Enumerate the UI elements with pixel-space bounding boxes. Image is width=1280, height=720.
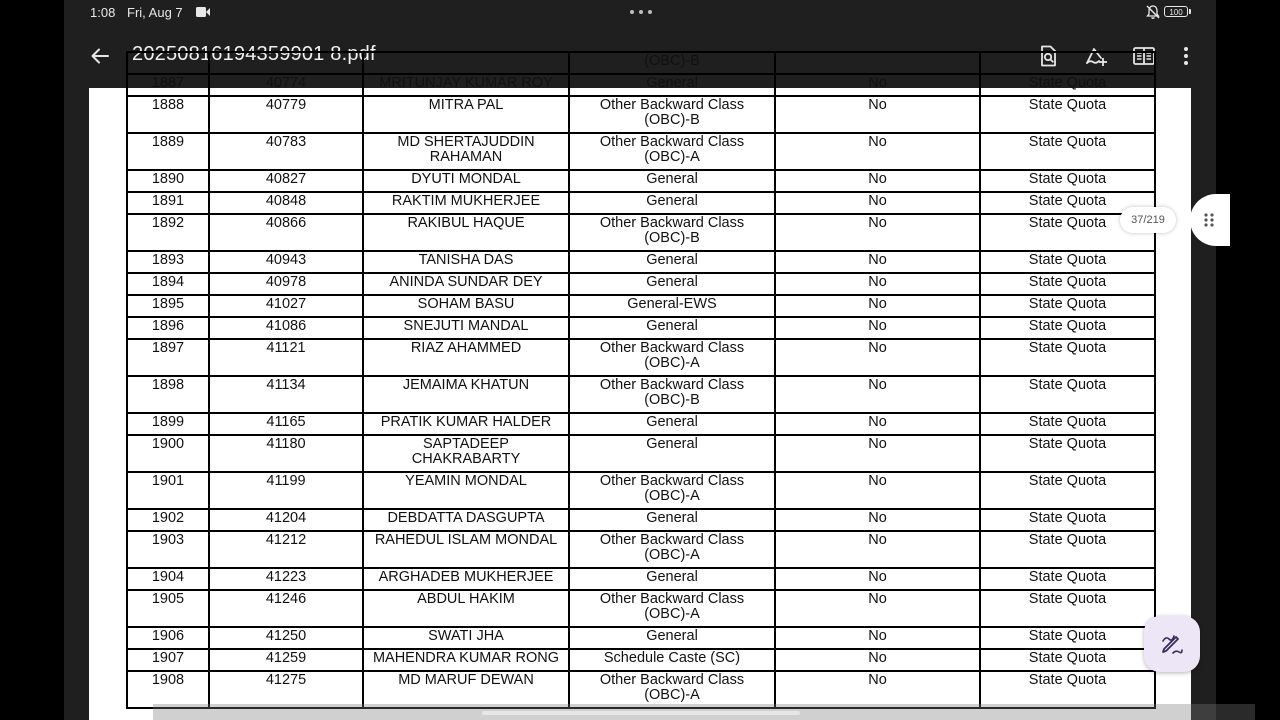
quota-cell: State Quota — [980, 96, 1155, 133]
battery-tip — [1189, 9, 1191, 14]
roll-cell: 41275 — [209, 671, 363, 708]
quota-cell: State Quota — [980, 295, 1155, 317]
quota-cell: State Quota — [980, 413, 1155, 435]
pwd-cell: No — [775, 590, 980, 627]
pwd-cell: No — [775, 74, 980, 96]
category-cell: Other Backward Class (OBC)-A — [569, 531, 775, 568]
roll-cell: 40827 — [209, 170, 363, 192]
category-cell: Other Backward Class (OBC)-A — [569, 472, 775, 509]
roll-cell: 40943 — [209, 251, 363, 273]
pwd-cell: No — [775, 435, 980, 472]
quota-cell: State Quota — [980, 649, 1155, 671]
table-row — [127, 435, 1155, 472]
name-cell: SAPTADEEP CHAKRABARTY — [363, 435, 569, 472]
category-cell: General — [569, 192, 775, 214]
serial-cell: 1891 — [127, 192, 209, 214]
serial-cell: 1899 — [127, 413, 209, 435]
status-bar — [64, 0, 1216, 24]
quota-cell: State Quota — [980, 170, 1155, 192]
table-row — [127, 133, 1155, 170]
name-cell: MD SHERTAJUDDIN RAHAMAN — [363, 133, 569, 170]
table-row — [127, 273, 1155, 295]
category-cell: Schedule Caste (SC) — [569, 649, 775, 671]
status-time: 1:08 — [90, 5, 116, 20]
serial-cell: 1893 — [127, 251, 209, 273]
pwd-cell: No — [775, 339, 980, 376]
pwd-cell: No — [775, 627, 980, 649]
quota-cell: State Quota — [980, 531, 1155, 568]
quota-cell: State Quota — [980, 339, 1155, 376]
annotate-fab-button[interactable] — [1144, 616, 1200, 672]
serial-cell: 1908 — [127, 671, 209, 708]
pwd-cell: No — [775, 671, 980, 708]
serial-cell: 1889 — [127, 133, 209, 170]
name-cell: DEBDATTA DASGUPTA — [363, 509, 569, 531]
name-cell: RAHEDUL ISLAM MONDAL — [363, 531, 569, 568]
name-cell: MD MARUF DEWAN — [363, 671, 569, 708]
pwd-cell: No — [775, 472, 980, 509]
home-gesture-pill[interactable] — [482, 711, 800, 715]
category-cell: Other Backward Class (OBC)-A — [569, 671, 775, 708]
pwd-cell: No — [775, 509, 980, 531]
pwd-cell — [775, 52, 980, 74]
table-row — [127, 317, 1155, 339]
name-cell — [363, 52, 569, 74]
serial-cell: 1900 — [127, 435, 209, 472]
pwd-cell: No — [775, 170, 980, 192]
screen-record-icon — [196, 7, 210, 17]
serial-cell: 1896 — [127, 317, 209, 339]
name-cell: RAKIBUL HAQUE — [363, 214, 569, 251]
roll-cell: 40779 — [209, 96, 363, 133]
roll-cell: 41086 — [209, 317, 363, 339]
category-cell: General — [569, 435, 775, 472]
category-cell: General — [569, 251, 775, 273]
serial-cell: 1904 — [127, 568, 209, 590]
roll-cell: 41250 — [209, 627, 363, 649]
quota-cell: State Quota — [980, 568, 1155, 590]
serial-cell: 1907 — [127, 649, 209, 671]
pwd-cell: No — [775, 413, 980, 435]
pwd-cell: No — [775, 531, 980, 568]
serial-cell: 1905 — [127, 590, 209, 627]
name-cell: SNEJUTI MANDAL — [363, 317, 569, 339]
roll-cell: 41204 — [209, 509, 363, 531]
serial-cell: 1903 — [127, 531, 209, 568]
quota-cell: State Quota — [980, 376, 1155, 413]
roll-cell: 40774 — [209, 74, 363, 96]
category-cell: General-EWS — [569, 295, 775, 317]
name-cell: DYUTI MONDAL — [363, 170, 569, 192]
pwd-cell: No — [775, 133, 980, 170]
category-cell: Other Backward Class (OBC)-B — [569, 376, 775, 413]
name-cell: ANINDA SUNDAR DEY — [363, 273, 569, 295]
name-cell: RIAZ AHAMMED — [363, 339, 569, 376]
quota-cell: State Quota — [980, 273, 1155, 295]
pwd-cell: No — [775, 376, 980, 413]
roll-cell: 40848 — [209, 192, 363, 214]
roll-cell: 41212 — [209, 531, 363, 568]
category-cell: General — [569, 74, 775, 96]
roll-cell: 41121 — [209, 339, 363, 376]
table-row — [127, 509, 1155, 531]
battery-icon: 100 — [1164, 6, 1188, 17]
quota-cell: State Quota — [980, 671, 1155, 708]
name-cell: PRATIK KUMAR HALDER — [363, 413, 569, 435]
category-cell: General — [569, 568, 775, 590]
quota-cell: State Quota — [980, 627, 1155, 649]
quota-cell: State Quota — [980, 74, 1155, 96]
category-cell: General — [569, 170, 775, 192]
more-dots-icon[interactable] — [630, 10, 652, 14]
category-cell: Other Backward Class (OBC)-B — [569, 214, 775, 251]
name-cell: MITRA PAL — [363, 96, 569, 133]
pwd-cell: No — [775, 192, 980, 214]
category-cell: General — [569, 509, 775, 531]
name-cell: JEMAIMA KHATUN — [363, 376, 569, 413]
table-row — [127, 170, 1155, 192]
pwd-cell: No — [775, 96, 980, 133]
serial-cell: 1897 — [127, 339, 209, 376]
serial-cell: 1901 — [127, 472, 209, 509]
pwd-cell: No — [775, 251, 980, 273]
table-body — [127, 52, 1155, 708]
status-date: Fri, Aug 7 — [127, 5, 183, 20]
pwd-cell: No — [775, 273, 980, 295]
pwd-cell: No — [775, 317, 980, 339]
pen-annotate-icon — [1160, 632, 1184, 656]
serial-cell: 1887 — [127, 74, 209, 96]
roll-cell: 40783 — [209, 133, 363, 170]
category-cell: Other Backward Class (OBC)-B — [569, 96, 775, 133]
serial-cell: 1906 — [127, 627, 209, 649]
category-cell: General — [569, 317, 775, 339]
name-cell: RAKTIM MUKHERJEE — [363, 192, 569, 214]
serial-cell: 1894 — [127, 273, 209, 295]
roll-cell: 41223 — [209, 568, 363, 590]
tablet-screen — [64, 0, 1216, 720]
table-row — [127, 295, 1155, 317]
pwd-cell: No — [775, 649, 980, 671]
roll-cell: 41165 — [209, 413, 363, 435]
name-cell: TANISHA DAS — [363, 251, 569, 273]
table-row — [127, 590, 1155, 627]
table-row — [127, 568, 1155, 590]
document-title: 20250816194359901 8.pdf — [132, 43, 376, 65]
serial-cell: 1895 — [127, 295, 209, 317]
table-row — [127, 649, 1155, 671]
roll-cell: 41134 — [209, 376, 363, 413]
page-indicator: 37/219 — [1120, 207, 1176, 233]
category-cell: Other Backward Class (OBC)-A — [569, 339, 775, 376]
quota-cell: State Quota — [980, 509, 1155, 531]
muted-bell-icon — [1145, 4, 1161, 20]
quota-cell — [980, 52, 1155, 74]
serial-cell — [127, 52, 209, 74]
roll-cell — [209, 52, 363, 74]
table-row — [127, 472, 1155, 509]
table-row — [127, 671, 1155, 708]
name-cell: SWATI JHA — [363, 627, 569, 649]
name-cell: SOHAM BASU — [363, 295, 569, 317]
table-row — [127, 214, 1155, 251]
table-row — [127, 74, 1155, 96]
table-row — [127, 376, 1155, 413]
pwd-cell: No — [775, 568, 980, 590]
quota-cell: State Quota — [980, 317, 1155, 339]
table-row — [127, 96, 1155, 133]
quota-cell: State Quota — [980, 435, 1155, 472]
category-cell: General — [569, 627, 775, 649]
roll-cell: 40866 — [209, 214, 363, 251]
quota-cell: State Quota — [980, 214, 1155, 251]
name-cell: ARGHADEB MUKHERJEE — [363, 568, 569, 590]
serial-cell: 1888 — [127, 96, 209, 133]
quota-cell: State Quota — [980, 472, 1155, 509]
merit-list-table — [126, 51, 1156, 709]
roll-cell: 40978 — [209, 273, 363, 295]
pwd-cell: No — [775, 214, 980, 251]
category-cell: (OBC)-B — [569, 52, 775, 74]
table-row — [127, 627, 1155, 649]
table-row — [127, 531, 1155, 568]
roll-cell: 41259 — [209, 649, 363, 671]
table-row — [127, 192, 1155, 214]
table-row — [127, 339, 1155, 376]
name-cell: ABDUL HAKIM — [363, 590, 569, 627]
serial-cell: 1892 — [127, 214, 209, 251]
name-cell: MAHENDRA KUMAR RONG — [363, 649, 569, 671]
more-options-icon[interactable] — [1174, 44, 1198, 68]
table-row — [127, 251, 1155, 273]
serial-cell: 1890 — [127, 170, 209, 192]
category-cell: Other Backward Class (OBC)-A — [569, 590, 775, 627]
roll-cell: 41180 — [209, 435, 363, 472]
quota-cell: State Quota — [980, 192, 1155, 214]
category-cell: General — [569, 413, 775, 435]
roll-cell: 41199 — [209, 472, 363, 509]
category-cell: General — [569, 273, 775, 295]
table-row — [127, 52, 1155, 74]
back-arrow-icon[interactable] — [88, 44, 112, 68]
table-row — [127, 413, 1155, 435]
roll-cell: 41027 — [209, 295, 363, 317]
name-cell: MRITUNJAY KUMAR ROY — [363, 74, 569, 96]
quota-cell: State Quota — [980, 133, 1155, 170]
roll-cell: 41246 — [209, 590, 363, 627]
pwd-cell: No — [775, 295, 980, 317]
quota-cell: State Quota — [980, 590, 1155, 627]
name-cell: YEAMIN MONDAL — [363, 472, 569, 509]
category-cell: Other Backward Class (OBC)-A — [569, 133, 775, 170]
serial-cell: 1902 — [127, 509, 209, 531]
drag-handle-icon — [1203, 212, 1215, 228]
serial-cell: 1898 — [127, 376, 209, 413]
quota-cell: State Quota — [980, 251, 1155, 273]
